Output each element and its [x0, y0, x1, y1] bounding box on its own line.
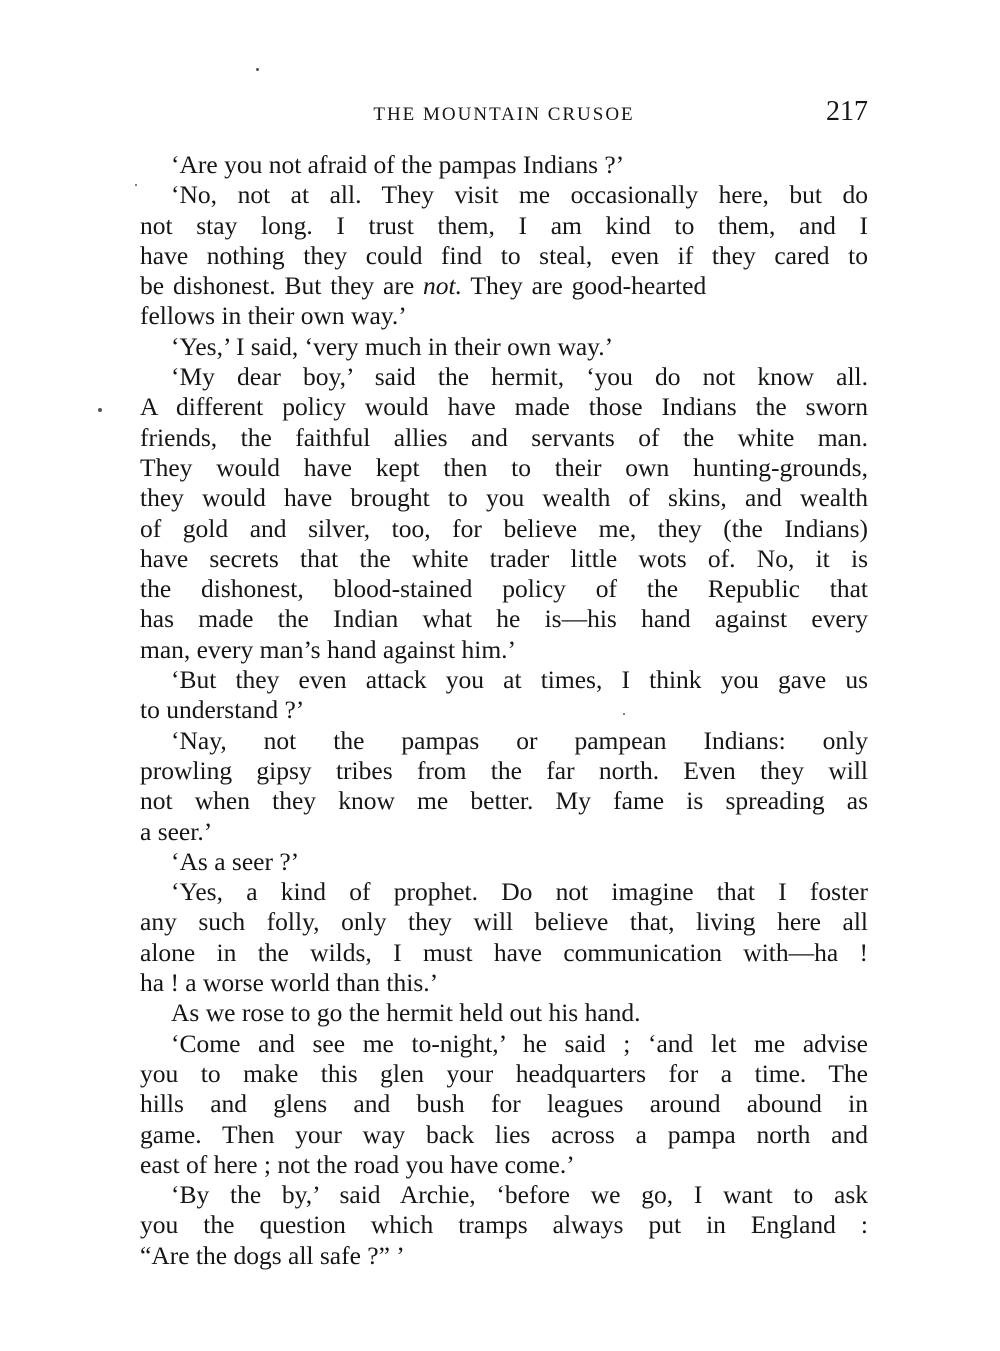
text-line: have secrets that the white trader little wots of. No, it is	[140, 543, 868, 573]
page-number: 217	[826, 96, 868, 127]
text-line: have nothing they could find to steal, even if they cared to	[140, 240, 868, 270]
text-line: ‘No, not at all. They visit me occasionally here, but do	[171, 180, 868, 210]
text-line: the dishonest, blood-stained policy of the Republic that	[140, 574, 868, 604]
text-line: not stay long. I trust them, I am kind to them, and I	[140, 210, 868, 240]
text-line: “Are the dogs all safe ?” ’	[140, 1240, 405, 1270]
text-line: a seer.’	[140, 816, 213, 846]
text-line: of gold and silver, too, for believe me, they (the Indians)	[140, 513, 868, 543]
text-line: ‘Yes,’ I said, ‘very much in their own way.’	[171, 331, 614, 361]
body-text	[140, 150, 868, 1271]
text-line: you to make this glen your headquarters for a time. The	[140, 1058, 868, 1088]
text-line: man, every man’s hand against him.’	[140, 634, 517, 664]
text-line: fellows in their own way.’	[140, 301, 407, 331]
text-line: alone in the wilds, I must have communication with—ha !	[140, 937, 868, 967]
ink-speck	[98, 408, 102, 412]
text-line: As we rose to go the hermit held out his hand.	[171, 998, 641, 1028]
text-line: hills and glens and bush for leagues around abound in	[140, 1089, 868, 1119]
text-line: ‘Are you not afraid of the pampas Indians ?’	[171, 150, 625, 179]
running-head	[140, 96, 868, 132]
text-line: prowling gipsy tribes from the far north. Even they will	[140, 755, 868, 785]
text-line: they would have brought to you wealth of skins, and wealth	[140, 483, 868, 513]
text-line: to understand ?’	[140, 695, 305, 725]
text-line: ‘My dear boy,’ said the hermit, ‘you do not know all.	[171, 362, 868, 392]
text-line: you the question which tramps always put in England :	[140, 1210, 868, 1240]
text-line: any such folly, only they will believe that, living here all	[140, 907, 868, 937]
text-line: ‘By the by,’ said Archie, ‘before we go, I want to ask	[171, 1180, 868, 1210]
ink-speck	[135, 184, 137, 186]
text-line: game. Then your way back lies across a pampa north and	[140, 1119, 868, 1149]
ink-speck	[256, 68, 259, 71]
text-span: be dishonest. But they are	[140, 271, 424, 301]
text-line: ha ! a worse world than this.’	[140, 968, 439, 998]
text-line: has made the Indian what he is—his hand against every	[140, 604, 868, 634]
text-line: ‘Yes, a kind of prophet. Do not imagine that I foster	[171, 877, 868, 907]
text-line: ‘Come and see me to-night,’ he said ; ‘and let me advise	[171, 1028, 868, 1058]
text-line: not when they know me better. My fame is spreading as	[140, 786, 868, 816]
text-line: A different policy would have made those Indians the sworn	[140, 392, 868, 422]
text-span: They are good-hearted	[462, 271, 707, 301]
text-line: ‘Nay, not the pampas or pampean Indians: only	[171, 725, 868, 755]
text-line: ‘But they even attack you at times, I think you gave us	[171, 665, 868, 695]
text-line: ‘As a seer ?’	[171, 846, 300, 876]
text-line: They would have kept then to their own hunting-grounds,	[140, 452, 868, 482]
italic-emphasis: not.	[423, 271, 462, 301]
text-line: friends, the faithful allies and servants of the white man.	[140, 422, 868, 452]
text-line: east of here ; not the road you have come.’	[140, 1149, 575, 1179]
running-title: THE MOUNTAIN CRUSOE	[373, 104, 635, 125]
text-line	[140, 271, 868, 301]
